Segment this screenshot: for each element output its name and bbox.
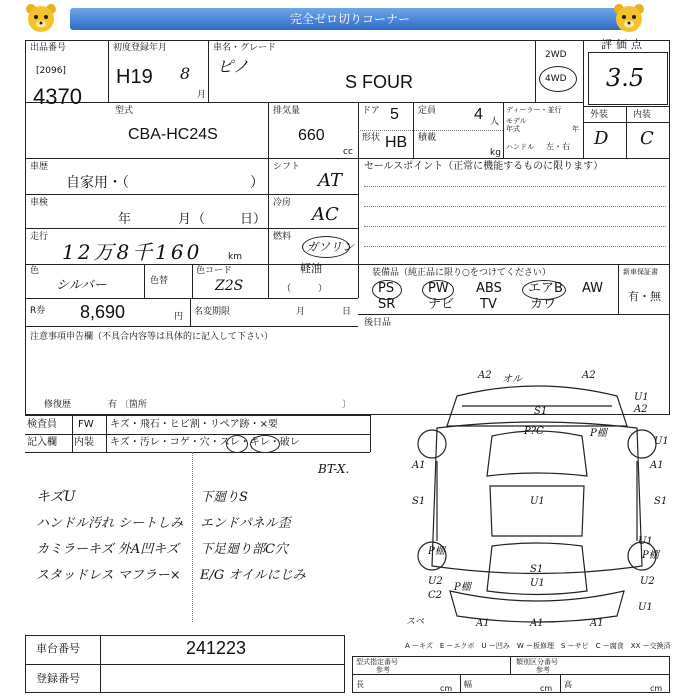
equip-navi: ナビ [428, 297, 455, 312]
diagram-mark-21: U1 [530, 578, 545, 589]
recycle-fee: 8,690 [80, 302, 126, 322]
doors: 5 [390, 106, 399, 123]
car-name: ピノ [217, 57, 249, 76]
aircon-label: 冷房 [273, 198, 292, 208]
warranty-value: 有・無 [628, 290, 661, 303]
equip-pw: PW [428, 281, 449, 296]
capacity-unit: 人 [490, 117, 500, 127]
remark-left-3: カミラーキズ 外A凹キズ [36, 542, 180, 557]
diagram-mark-4: S1 [534, 406, 548, 417]
equip-airbag: エアB [528, 281, 563, 296]
name-change-month: 月 [296, 307, 306, 317]
mileage-value: 12万8千160 [62, 240, 203, 264]
model-type: CBA-HC24S [128, 126, 218, 143]
diagram-mark-15: P棚 [428, 546, 445, 557]
chassis-number: 241223 [186, 638, 247, 658]
diagram-mark-5: P?C [524, 426, 544, 437]
footer-length-unit: cm [440, 684, 453, 693]
remark-right-3: エンドパネル歪 [200, 516, 291, 531]
name-change-day: 日 [342, 307, 352, 317]
mascot-icon [612, 2, 646, 34]
color-value: シルバー [56, 278, 107, 293]
equip-tv: TV [480, 297, 497, 312]
notes-label: 注意事項申告欄（不具合内容等は具体的に記入して下さい） [30, 332, 274, 342]
load-label: 積載 [418, 133, 437, 143]
doors-label: ドア [362, 106, 380, 116]
mascot-icon [24, 2, 58, 34]
chassis-label: 車台番号 [36, 642, 80, 655]
equip-leather: カワ [530, 297, 557, 312]
interior-label: 内装 [633, 110, 652, 120]
repair-history-label: 修復歴 [44, 400, 72, 410]
color-label: 色 [30, 266, 40, 276]
history-close: ） [250, 174, 264, 190]
equipment-label: 装備品（純正品に限り○をつけてください） [372, 268, 551, 278]
selling-points-label: セールスポイント（正常に機能するものに限ります） [364, 161, 604, 172]
footer-ref-2: 参考 [536, 666, 550, 674]
inspector-label-1: 検査員 [27, 419, 57, 430]
shift-value: AT [318, 170, 343, 191]
dealer-year-unit: 年 [572, 125, 579, 133]
rating-score: 3.5 [606, 64, 645, 92]
remark-right-5: E/G オイルにじみ [200, 568, 306, 583]
footer-height-unit: cm [650, 684, 663, 693]
lot-code: [2096] [36, 66, 66, 76]
capacity-label: 定員 [418, 106, 437, 116]
diagram-mark-24: A1 [476, 618, 490, 629]
diagram-mark-17: P棚 [454, 582, 471, 593]
defect-wear-circle [250, 435, 280, 453]
fuel-gasoline: ガソリン [306, 240, 355, 254]
footer-ref-1: 参考 [376, 666, 390, 674]
footer-width: 幅 [464, 680, 472, 689]
diagram-mark-25: A1 [530, 618, 544, 629]
footer-class-cat: 類別区分番号 [516, 658, 558, 666]
diagram-mark-28: スペ [406, 617, 425, 627]
diagram-mark-1: A2 [478, 370, 492, 381]
diagram-mark-18: U1 [638, 536, 653, 547]
recycle-fee-unit: 円 [174, 312, 184, 322]
equip-pw-circle [422, 280, 454, 300]
mileage-unit: km [228, 252, 242, 262]
mileage-label: 走行 [30, 232, 49, 242]
diagram-mark-12: S1 [412, 496, 426, 507]
diagram-mark-6: P棚 [590, 428, 607, 439]
handle-value: 左・右 [546, 142, 570, 151]
equip-sr: SR [378, 297, 396, 312]
diagram-mark-16: U2 [428, 576, 443, 587]
inspector-label-2: 記入欄 [27, 437, 57, 448]
remark-right-2: 下廻りS [200, 490, 248, 505]
rating-label: 評価点 [601, 38, 646, 51]
dealer-label: ディーラー・並行 [506, 106, 562, 114]
remark-right-1: BT-X. [318, 462, 350, 476]
repair-history-close: 〕 [342, 400, 352, 410]
inspection-label: 車検 [30, 198, 49, 208]
car-grade: S FOUR [345, 72, 414, 92]
dealer-model-label: モデル [506, 117, 527, 125]
equip-aw: AW [582, 281, 604, 296]
lot-label: 出品番号 [30, 43, 67, 53]
inspection-month: 月 [178, 211, 192, 226]
first-registration-month: 8 [180, 64, 191, 83]
remark-left-4: スタッドレス マフラー× [36, 568, 181, 583]
body-shape-label: 形状 [362, 133, 381, 143]
shift-label: シフト [273, 162, 301, 172]
car-condition-diagram [402, 366, 672, 630]
capacity: 4 [474, 106, 483, 123]
inspector-row2: キズ・汚レ・コゲ・穴・スレ・キレ・破レ [110, 437, 300, 448]
drive-2wd: 2WD [545, 50, 567, 60]
warranty-label: 新車保証書 [623, 268, 658, 276]
diagram-mark-27: U1 [638, 602, 653, 613]
diagram-mark-22: U2 [640, 576, 655, 587]
repair-history-value: 有 〔箇所 [108, 400, 147, 410]
displacement-label: 排気量 [273, 106, 301, 116]
remark-left-2: ハンドル汚れ シートしみ [36, 516, 184, 531]
diagram-mark-7: U1 [634, 392, 649, 403]
first-registration-era-year: H19 [116, 66, 153, 88]
load-unit: kg [490, 148, 501, 158]
footer-height: 高 [564, 680, 572, 689]
inspector-row1: キズ・飛石・ヒビ割・リペア跡・×要 [110, 419, 278, 430]
fuel-other: （ ） [282, 284, 328, 294]
displacement-unit: cc [343, 147, 353, 157]
month-unit: 月 [197, 90, 207, 100]
inspection-day-open: （ [192, 211, 206, 226]
page-banner: 完全ゼロ切りコーナー [70, 8, 630, 30]
equip-abs: ABS [476, 281, 502, 296]
handle-label: ハンドル [506, 143, 534, 151]
diagram-mark-10: A1 [650, 460, 664, 471]
equip-ps-circle [372, 280, 402, 300]
history-label: 車歴 [30, 162, 49, 172]
diagram-mark-23: C2 [428, 590, 443, 601]
color-code-label: 色コード [196, 266, 233, 276]
inspection-day: 日） [240, 211, 267, 226]
first-registration-label: 初度登録年月 [113, 43, 168, 53]
remark-right-4: 下足廻り部C穴 [200, 542, 288, 557]
diagram-mark-13: S1 [654, 496, 668, 507]
registration-label: 登録番号 [36, 672, 80, 685]
defect-hole-circle [226, 435, 248, 453]
inspector-row2-head: 内装 [74, 437, 94, 448]
remark-left-1: キズU [36, 489, 76, 505]
exterior-score: D [594, 128, 609, 149]
diagram-mark-14: U1 [530, 496, 545, 507]
dealer-year-label: 年式 [506, 125, 520, 133]
equipment-grid [372, 280, 616, 314]
model-type-label: 型式 [115, 106, 134, 116]
car-name-label: 車名・グレード [213, 43, 277, 53]
diagram-mark-2: オル [502, 374, 522, 385]
attachments-label: 後日品 [364, 318, 392, 328]
diagram-mark-9: A1 [412, 460, 426, 471]
footer-model-cert: 型式指定番号 [356, 658, 398, 666]
history-value: 自家用・（ [66, 174, 129, 190]
inspection-year: 年 [118, 211, 132, 226]
drive-4wd: 4WD [545, 74, 567, 84]
diagram-mark-11: U1 [654, 436, 669, 447]
fuel-diesel: 軽油 [300, 262, 322, 275]
exterior-label: 外装 [590, 110, 609, 120]
displacement: 660 [298, 127, 325, 144]
equip-ps: PS [378, 281, 395, 296]
recycle-fee-label: R券 [30, 306, 46, 316]
color-code: Z2S [215, 278, 244, 294]
interior-score: C [640, 128, 654, 149]
aircon-value: AC [312, 204, 339, 225]
lot-number: 4370 [33, 84, 82, 109]
name-change-label: 名変期限 [194, 307, 231, 317]
diagram-mark-3: A2 [582, 370, 596, 381]
fuel-label: 燃料 [273, 232, 292, 242]
color-replace-label: 色替 [150, 276, 169, 286]
body-shape: HB [385, 134, 408, 151]
diagram-mark-26: A1 [590, 618, 604, 629]
diagram-legend: A ーキズ E ーエクボ U ー凹み W ー板修理 S ーサビ C ー腐食 XX ー交換済 [405, 642, 671, 650]
diagram-mark-20: S1 [530, 564, 544, 575]
footer-length: 長 [356, 680, 364, 689]
equip-airbag-circle [522, 280, 566, 300]
inspector-row1-head: FW [78, 419, 94, 430]
diagram-mark-8: A2 [634, 404, 648, 415]
footer-width-unit: cm [540, 684, 553, 693]
diagram-mark-19: P棚 [642, 550, 659, 561]
